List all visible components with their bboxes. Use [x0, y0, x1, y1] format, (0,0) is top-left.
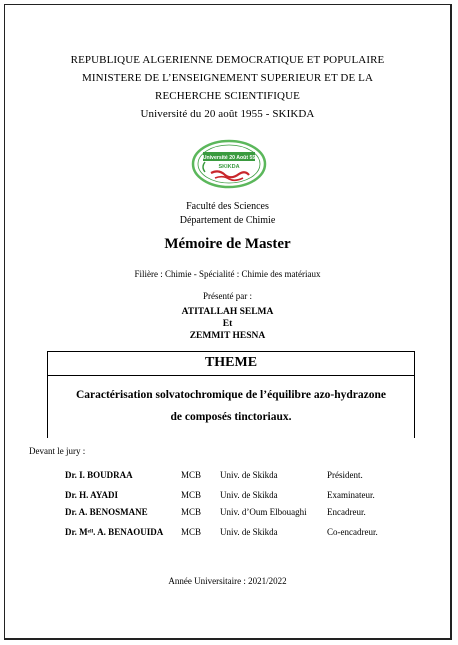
theme-divider	[48, 375, 414, 376]
jury-row	[5, 507, 450, 521]
jury-member-university: Univ. de Skikda	[220, 527, 278, 537]
jury-member-name: Dr. Mᵉˡˡ. A. BENAOUIDA	[65, 527, 164, 537]
header-research: RECHERCHE SCIENTIFIQUE	[155, 90, 300, 102]
theme-box	[47, 351, 415, 438]
jury-row	[5, 527, 450, 541]
presente-par-label: Présenté par :	[203, 291, 252, 301]
jury-member-name: Dr. I. BOUDRAA	[65, 470, 133, 480]
university-logo-icon	[191, 139, 267, 189]
jury-member-university: Univ. d’Oum Elbouaghi	[220, 507, 307, 517]
logo-text-top: Université 20 Août 55	[202, 155, 256, 161]
theme-line-2: de composés tinctoriaux.	[170, 411, 292, 423]
theme-line-1: Caractérisation solvatochromique de l’équilibre azo-hydrazone	[75, 389, 387, 401]
jury-label: Devant le jury :	[29, 446, 86, 456]
jury-member-grade: MCB	[181, 507, 202, 517]
student-name-1: ATITALLAH SELMA	[181, 307, 274, 317]
student-name-2: ZEMMIT HESNA	[189, 331, 266, 341]
jury-member-grade: MCB	[181, 527, 202, 537]
faculty-name: Faculté des Sciences	[186, 201, 269, 212]
jury-member-grade: MCB	[181, 470, 202, 480]
academic-year: Année Universitaire : 2021/2022	[168, 576, 287, 586]
jury-member-university: Univ. de Skikda	[220, 490, 278, 500]
jury-member-role: Examinateur.	[327, 490, 375, 500]
filiere-specialite: Filière : Chimie - Spécialité : Chimie des matériaux	[134, 269, 321, 279]
document-page	[4, 4, 452, 640]
conjunction-et: Et	[222, 319, 233, 329]
jury-member-name: Dr. H. AYADI	[65, 490, 119, 500]
theme-label: THEME	[204, 355, 258, 370]
memoire-title: Mémoire de Master	[164, 236, 291, 252]
jury-member-role: Président.	[327, 470, 363, 480]
jury-member-role: Co-encadreur.	[327, 527, 378, 537]
jury-member-grade: MCB	[181, 490, 202, 500]
jury-member-role: Encadreur.	[327, 507, 366, 517]
header-ministry: MINISTERE DE L’ENSEIGNEMENT SUPERIEUR ET DE LA	[82, 72, 373, 84]
jury-row	[5, 490, 450, 504]
header-republic: REPUBLIQUE ALGERIENNE DEMOCRATIQUE ET POPULAIRE	[70, 54, 385, 66]
jury-member-name: Dr. A. BENOSMANE	[65, 507, 148, 517]
header-university: Université du 20 août 1955 - SKIKDA	[140, 108, 315, 120]
jury-member-university: Univ. de Skikda	[220, 470, 278, 480]
logo-text-bottom: SKIKDA	[218, 164, 240, 170]
jury-row	[5, 470, 450, 484]
department-name: Département de Chimie	[179, 215, 276, 226]
